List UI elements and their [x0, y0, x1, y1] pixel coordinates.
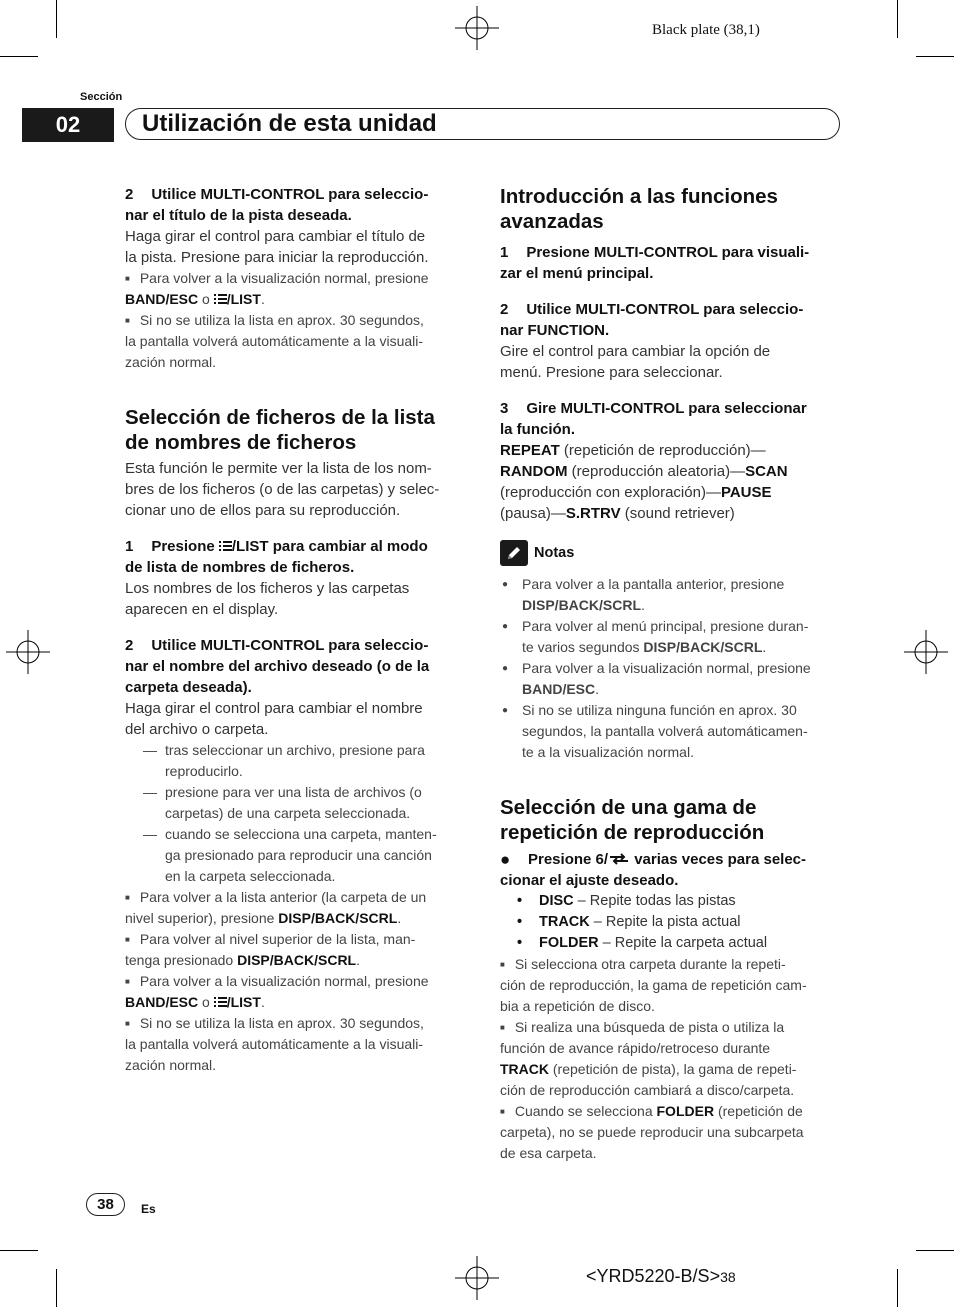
step-heading: nar el nombre del archivo deseado (o de la: [125, 658, 430, 675]
note-item: BAND/ESC o /LIST.: [125, 291, 265, 307]
crop-mark: [916, 1250, 954, 1251]
paragraph: Haga girar el control para cambiar el título de: [125, 228, 426, 245]
step-heading: cionar el ajuste deseado.: [500, 872, 679, 889]
crop-mark: [0, 1250, 38, 1251]
dash-item: — presione para ver una lista de archivos (o: [143, 784, 422, 800]
left-column: [125, 184, 467, 1076]
note-item: bia a repetición de disco.: [500, 998, 655, 1014]
list-icon: [214, 293, 227, 305]
function-list: (reproducción con exploración)—PAUSE: [500, 484, 772, 501]
paragraph: del archivo o carpeta.: [125, 721, 269, 738]
note-item: BAND/ESC o /LIST.: [125, 994, 265, 1010]
section-heading: Introducción a las funciones: [500, 185, 778, 208]
right-column: [500, 184, 844, 1164]
step-heading: 1 Presione /LIST para cambiar al modo: [125, 538, 428, 555]
crop-mark: [0, 56, 38, 57]
paragraph: Haga girar el control para cambiar el nombre: [125, 700, 423, 717]
step-heading: 2 Utilice MULTI-CONTROL para seleccio-: [125, 637, 429, 654]
note-item: ● Para volver al menú principal, presione duran-: [502, 618, 809, 634]
note-item: zación normal.: [125, 354, 217, 370]
note-item: ■ Para volver a la visualización normal, presione: [125, 268, 467, 289]
dash-item: en la carpeta seleccionada.: [165, 868, 336, 884]
list-icon: [214, 996, 227, 1008]
crop-mark: [56, 1269, 57, 1307]
section-heading: avanzadas: [500, 210, 604, 233]
note-item: función de avance rápido/retroceso durante: [500, 1040, 771, 1056]
crop-mark: [897, 1269, 898, 1307]
pencil-icon: [500, 540, 528, 566]
note-item: ■ Si realiza una búsqueda de pista o utiliza la: [500, 1017, 844, 1038]
paragraph: la pista. Presione para iniciar la reproducción.: [125, 249, 429, 266]
note-item: zación normal.: [125, 1057, 217, 1073]
crop-mark: [897, 0, 898, 38]
note-item: ■ Cuando se selecciona FOLDER (repetición de: [500, 1101, 844, 1122]
note-item: la pantalla volverá automáticamente a la visuali-: [125, 1036, 424, 1052]
plate-label: Black plate (38,1): [652, 22, 760, 38]
list-item: • FOLDER – Repite la carpeta actual: [517, 935, 768, 951]
dash-item: reproducirlo.: [165, 763, 243, 779]
note-item: ■ Si no se utiliza la lista en aprox. 30 segundos,: [125, 1013, 467, 1034]
note-item: tenga presionado DISP/BACK/SCRL.: [125, 952, 360, 968]
note-item: ● Para volver a la visualización normal, presione: [502, 660, 811, 676]
paragraph: cionar uno de ellos para su reproducción.: [125, 502, 401, 519]
step-heading: 3 Gire MULTI-CONTROL para seleccionar: [500, 400, 807, 417]
paragraph: aparecen en el display.: [125, 601, 279, 618]
dash-item: — cuando se selecciona una carpeta, manten-: [143, 826, 437, 842]
crop-mark: [916, 56, 954, 57]
function-list: (pausa)—S.RTRV (sound retriever): [500, 505, 735, 522]
paragraph: Esta función le permite ver la lista de los nom-: [125, 460, 432, 477]
note-item: ● Si no se utiliza ninguna función en aprox. 30: [502, 702, 797, 718]
step-heading: de lista de nombres de ficheros.: [125, 559, 355, 576]
step-heading: la función.: [500, 421, 575, 438]
section-heading: repetición de reproducción: [500, 821, 765, 844]
registration-mark-icon: [455, 1256, 499, 1300]
note-item: ción de reproducción, la gama de repetición cam-: [500, 977, 807, 993]
notes-header: Notas: [500, 540, 844, 566]
dash-item: carpetas) de una carpeta seleccionada.: [165, 805, 411, 821]
repeat-icon: [608, 852, 630, 866]
function-list: REPEAT (repetición de reproducción)—: [500, 442, 766, 459]
note-item: nivel superior), presione DISP/BACK/SCRL.: [125, 910, 402, 926]
section-heading: de nombres de ficheros: [125, 431, 357, 454]
section-heading: Selección de una gama de: [500, 796, 757, 819]
note-item: TRACK (repetición de pista), la gama de repeti-: [500, 1061, 797, 1077]
note-item: DISP/BACK/SCRL.: [522, 597, 645, 613]
paragraph: menú. Presione para seleccionar.: [500, 364, 723, 381]
note-item: segundos, la pantalla volverá automáticamen-: [522, 723, 808, 739]
step-heading: 2 Utilice MULTI-CONTROL para seleccio-: [500, 301, 804, 318]
language-code: Es: [141, 1202, 156, 1216]
note-item: ■ Si selecciona otra carpeta durante la repeti-: [500, 954, 844, 975]
note-item: BAND/ESC.: [522, 681, 600, 697]
section-number: 02: [22, 108, 114, 142]
note-item: carpeta), no se puede reproducir una subcarpeta: [500, 1124, 804, 1140]
model-code: <YRD5220-B/S>38: [586, 1266, 736, 1286]
list-icon: [219, 540, 232, 552]
section-heading: Selección de ficheros de la lista: [125, 406, 435, 429]
step-heading: carpeta deseada).: [125, 679, 252, 696]
step-heading: zar el menú principal.: [500, 265, 654, 282]
step-heading: nar FUNCTION.: [500, 322, 610, 339]
section-label: Sección: [80, 91, 123, 103]
paragraph: Gire el control para cambiar la opción de: [500, 343, 771, 360]
list-item: • DISC – Repite todas las pistas: [517, 893, 736, 909]
step-heading: 1 Presione MULTI-CONTROL para visuali-: [500, 244, 810, 261]
crop-mark: [56, 0, 57, 38]
note-item: ● Para volver a la pantalla anterior, presione: [502, 576, 785, 592]
paragraph: bres de los ficheros (o de las carpetas) y selec-: [125, 481, 440, 498]
dash-item: ga presionado para reproducir una canción: [165, 847, 432, 863]
note-item: te varios segundos DISP/BACK/SCRL.: [522, 639, 767, 655]
note-item: ■ Para volver a la lista anterior (la carpeta de un: [125, 887, 467, 908]
registration-mark-icon: [6, 630, 50, 674]
note-item: ■ Para volver al nivel superior de la lista, man-: [125, 929, 467, 950]
step-heading: 2 Utilice MULTI-CONTROL para seleccio-: [125, 186, 429, 203]
page-number: 38: [86, 1193, 125, 1216]
note-item: la pantalla volverá automáticamente a la visuali-: [125, 333, 424, 349]
page-title: Utilización de esta unidad: [142, 110, 437, 137]
note-item: te a la visualización normal.: [522, 744, 694, 760]
list-item: • TRACK – Repite la pista actual: [517, 914, 741, 930]
registration-mark-icon: [904, 630, 948, 674]
function-list: RANDOM (reproducción aleatoria)—SCAN: [500, 463, 788, 480]
registration-mark-icon: [455, 6, 499, 50]
dash-item: — tras seleccionar un archivo, presione para: [143, 742, 425, 758]
step-heading: ● Presione 6/ varias veces para selec-: [500, 850, 807, 869]
note-item: ción de reproducción cambiará a disco/carpeta.: [500, 1082, 795, 1098]
note-item: de esa carpeta.: [500, 1145, 597, 1161]
note-item: ■ Si no se utiliza la lista en aprox. 30 segundos,: [125, 310, 467, 331]
step-heading: nar el título de la pista deseada.: [125, 207, 352, 224]
paragraph: Los nombres de los ficheros y las carpetas: [125, 580, 410, 597]
note-item: ■ Para volver a la visualización normal, presione: [125, 971, 467, 992]
